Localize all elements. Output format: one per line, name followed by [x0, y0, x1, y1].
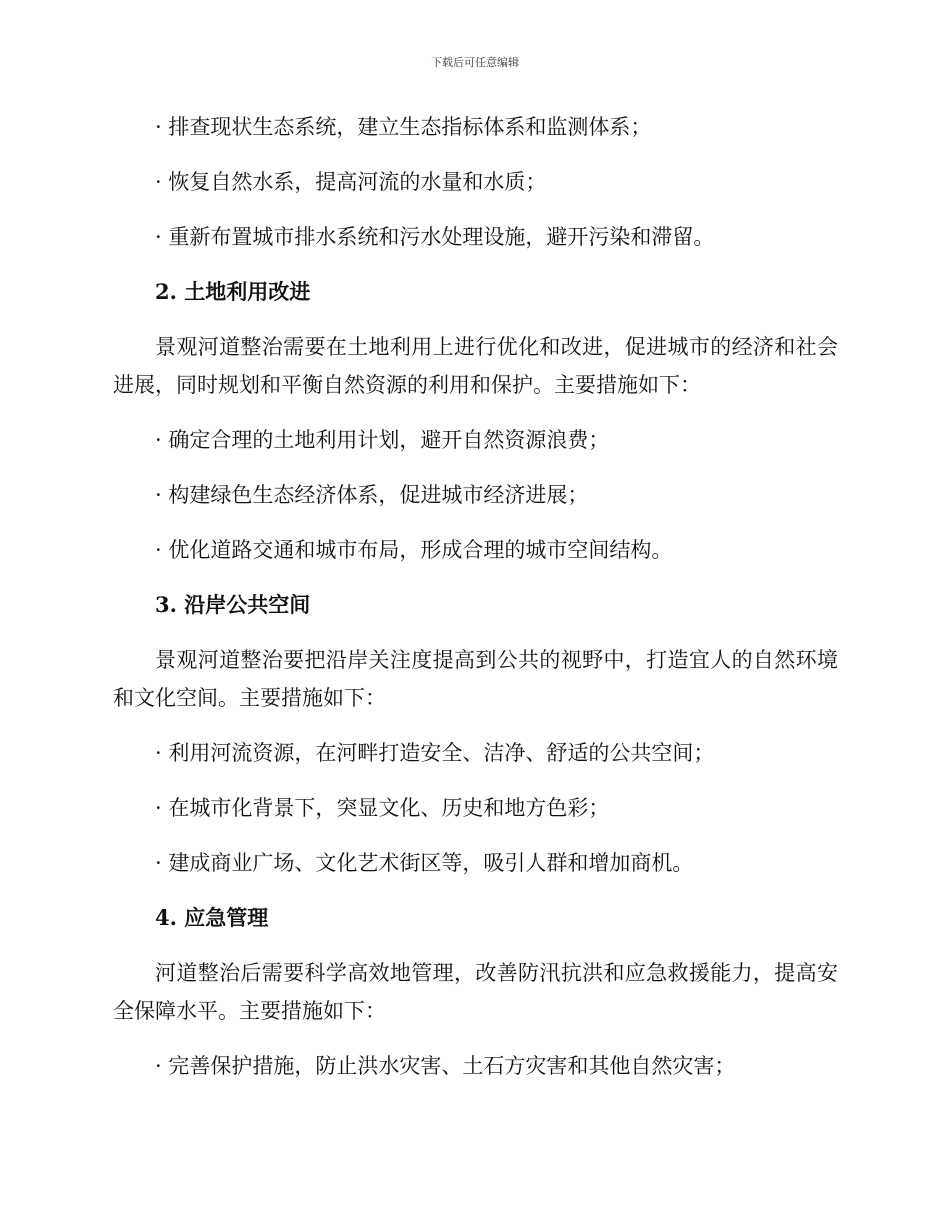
section-heading: 4. 应急管理 [155, 905, 269, 930]
bullet-item: · 优化道路交通和城市布局，形成合理的城市空间结构。 [155, 538, 673, 562]
bullet-item: · 利用河流资源，在河畔打造安全、洁净、舒适的公共空间； [155, 741, 715, 765]
page-header: 下载后可任意编辑 [431, 56, 519, 69]
bullet-item: · 完善保护措施，防止洪水灾害、土石方灾害和其他自然灾害； [155, 1054, 736, 1078]
section-heading: 2. 土地利用改进 [155, 279, 311, 304]
bullet-item: · 重新布置城市排水系统和污水处理设施，避开污染和滞留。 [155, 225, 715, 249]
body-paragraph: 景观河道整治需要在土地利用上进行优化和改进，促进城市的经济和社会进展，同时规划和平衡自然资源的利用和保护。主要措施如下： [113, 335, 838, 397]
document-body [113, 108, 838, 1102]
bullet-item: · 确定合理的土地利用计划，避开自然资源浪费； [155, 428, 610, 452]
bullet-item: · 恢复自然水系，提高河流的水量和水质； [155, 170, 547, 194]
body-paragraph: 河道整治后需要科学高效地管理，改善防汛抗洪和应急救援能力，提高安全保障水平。主要措施如下： [113, 961, 838, 1023]
section-heading: 3. 沿岸公共空间 [155, 592, 311, 617]
bullet-item: · 排查现状生态系统，建立生态指标体系和监测体系； [155, 115, 652, 139]
bullet-item: · 构建绿色生态经济体系，促进城市经济进展； [155, 483, 589, 507]
body-paragraph: 景观河道整治要把沿岸关注度提高到公共的视野中，打造宜人的自然环境和文化空间。主要措施如下： [113, 648, 838, 710]
bullet-item: · 在城市化背景下，突显文化、历史和地方色彩； [155, 796, 610, 820]
bullet-item: · 建成商业广场、文化艺术街区等，吸引人群和增加商机。 [155, 851, 694, 875]
